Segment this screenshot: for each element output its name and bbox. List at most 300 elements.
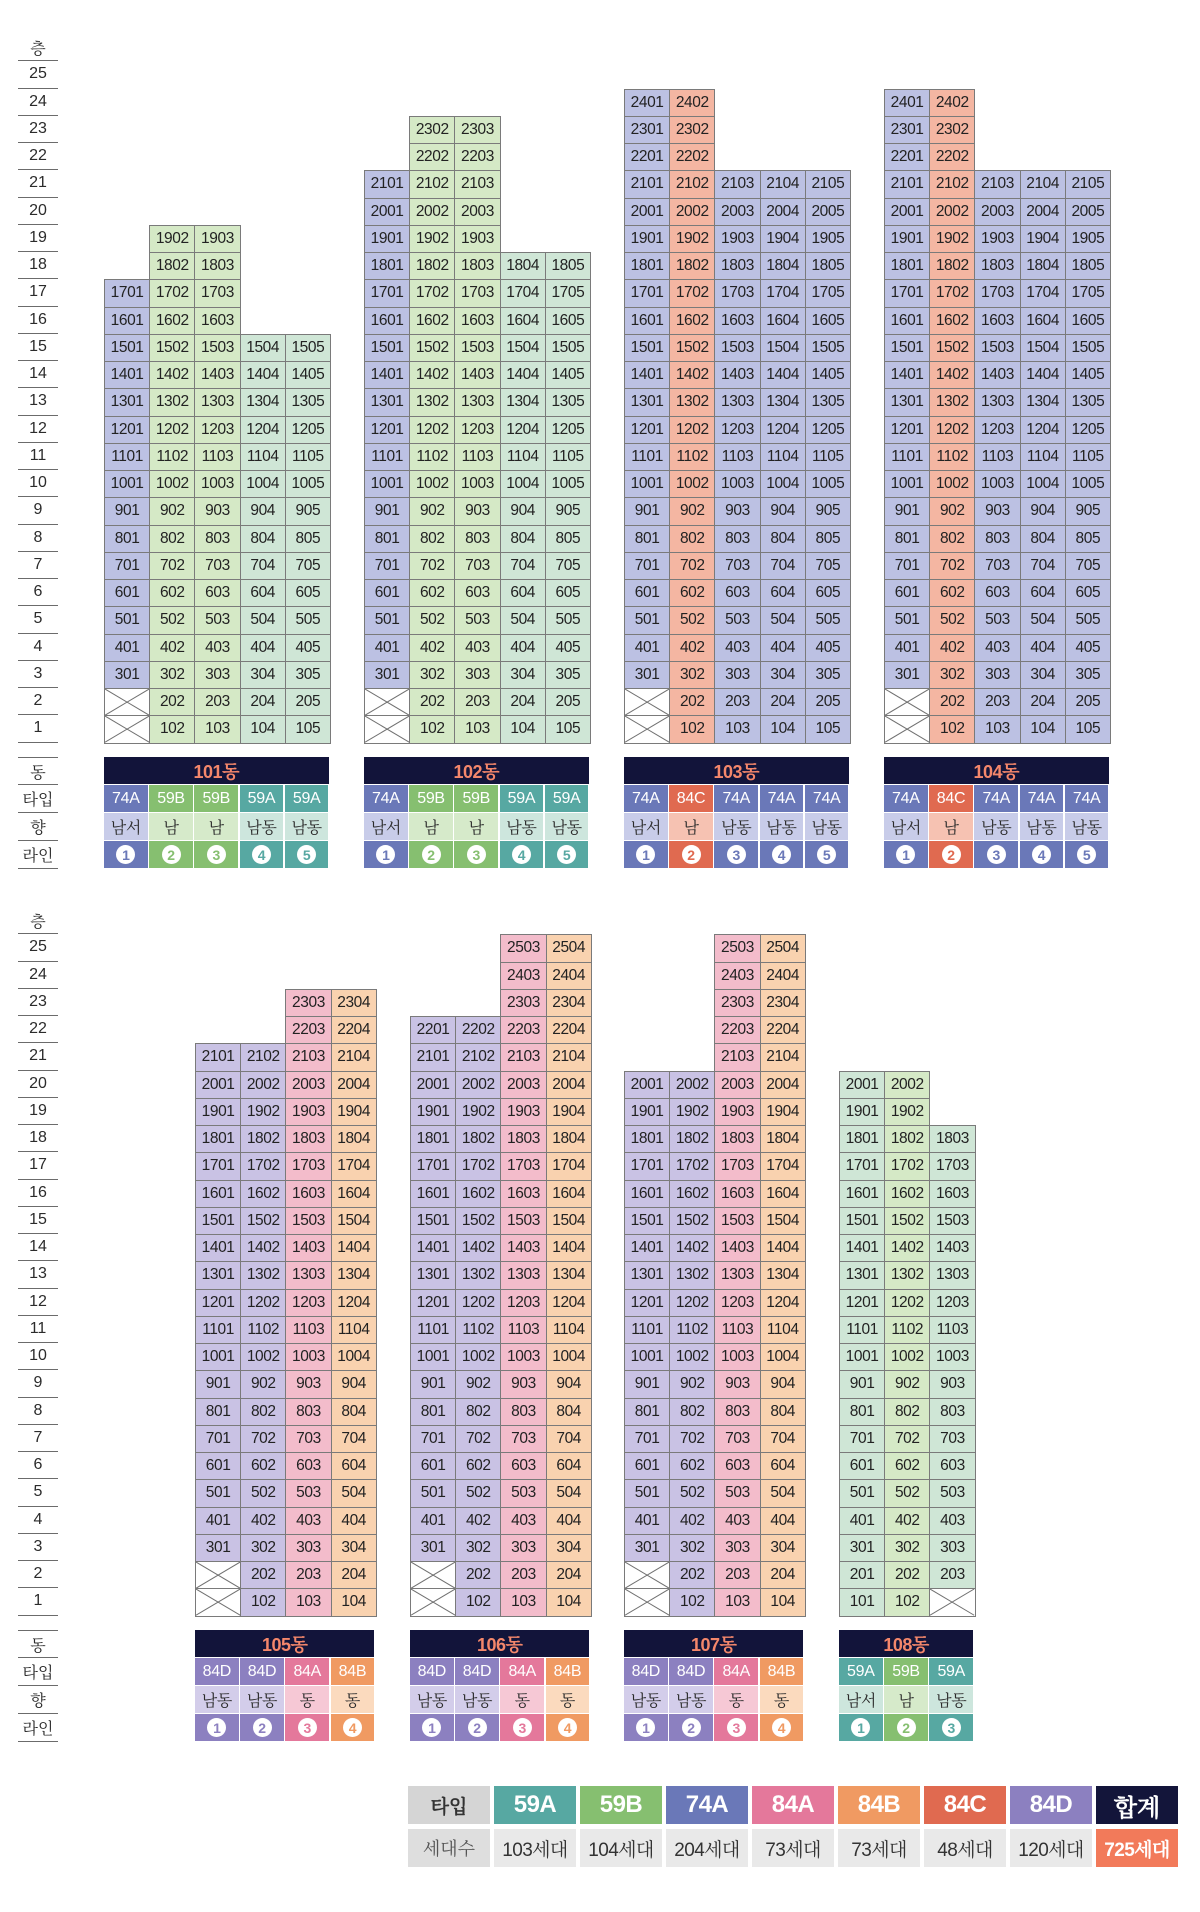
unit-cell: 2105: [805, 170, 851, 198]
legend-count-59a: 103세대: [494, 1829, 576, 1867]
cross-mark-icon: [930, 1589, 974, 1615]
unit-cell: 901: [839, 1370, 885, 1398]
unit-cell: 1901: [364, 225, 410, 253]
unit-cell: 1102: [149, 443, 195, 471]
direction-cell: 남동: [714, 813, 758, 840]
direction-cell: 남동: [929, 1686, 973, 1713]
unit-cell: 1404: [1020, 361, 1066, 389]
unit-cell: 603: [285, 1452, 331, 1480]
direction-cell: 남동: [455, 1686, 499, 1713]
unit-cell: 2103: [285, 1043, 331, 1071]
unit-cell: 705: [805, 552, 851, 580]
unit-cell: 602: [884, 1452, 930, 1480]
unit-cell: 1004: [331, 1343, 377, 1371]
unit-cell: 403: [285, 1507, 331, 1535]
unit-cell: 303: [194, 661, 240, 689]
unit-cell: 1104: [546, 1316, 592, 1344]
unit-cell: 1202: [669, 416, 715, 444]
direction-cell: 남: [454, 813, 498, 840]
unit-cell: 1201: [884, 416, 930, 444]
unit-cell: 901: [410, 1370, 456, 1398]
direction-cell: 동: [714, 1686, 758, 1713]
unit-cell: 2101: [410, 1043, 456, 1071]
line-number-cell: [546, 1714, 590, 1741]
unit-cell: 504: [760, 606, 806, 634]
unit-cell: 802: [409, 525, 455, 553]
unit-cell: 803: [285, 1398, 331, 1426]
unit-cell: 902: [455, 1370, 501, 1398]
unit-cell: 1504: [500, 334, 546, 362]
cross-mark-icon: [105, 689, 149, 715]
unit-cell: 1102: [669, 443, 715, 471]
unit-cell: 2005: [805, 198, 851, 226]
unit-cell: 704: [331, 1425, 377, 1453]
unit-cell: 1003: [714, 470, 760, 498]
unit-cell: 104: [546, 1588, 592, 1616]
unit-cell: 1902: [409, 225, 455, 253]
unit-cell: 204: [760, 688, 806, 716]
line-number-cell: [331, 1714, 375, 1741]
line-number-badge: 4: [343, 1718, 362, 1737]
unit-cell: 1204: [546, 1289, 592, 1317]
legend-count-74a: 204세대: [666, 1829, 748, 1867]
unit-cell: 1403: [500, 1234, 546, 1262]
unit-cell: 1103: [714, 1316, 760, 1344]
unit-cell: 402: [240, 1507, 286, 1535]
unit-cell: 1501: [410, 1207, 456, 1235]
unit-cell: 1203: [500, 1289, 546, 1317]
unit-cell: 204: [1020, 688, 1066, 716]
unit-type-cell: 84B: [331, 1658, 375, 1685]
unit-cell: 1801: [195, 1125, 241, 1153]
unit-cell: 1303: [194, 388, 240, 416]
unit-cell: 805: [285, 525, 331, 553]
unit-cell: 202: [240, 1561, 286, 1589]
direction-cell: 동: [500, 1686, 544, 1713]
unit-cell: 303: [285, 1534, 331, 1562]
unit-cell: 301: [624, 661, 670, 689]
unit-cell: 1501: [364, 334, 410, 362]
line-number-cell: [454, 841, 498, 868]
unit-cell: 202: [409, 688, 455, 716]
floor-label: 17: [18, 1152, 58, 1179]
unit-cell: 702: [929, 552, 975, 580]
unit-cell: 703: [714, 552, 760, 580]
floor-label: 10: [18, 1343, 58, 1370]
unit-cell: 904: [500, 497, 546, 525]
unit-cell: 2104: [331, 1043, 377, 1071]
unit-cell: 204: [240, 688, 286, 716]
unit-cell: 1603: [285, 1180, 331, 1208]
unit-cell: 1503: [714, 1207, 760, 1235]
floor-label: 12: [18, 1289, 58, 1316]
unit-cell: 805: [545, 525, 591, 553]
unit-cell: 1004: [760, 1343, 806, 1371]
unit-cell: 304: [1020, 661, 1066, 689]
unit-cell: 1003: [974, 470, 1020, 498]
unit-cell: 1803: [929, 1125, 975, 1153]
unit-cell: 2004: [760, 1071, 806, 1099]
unit-cell: 2001: [410, 1071, 456, 1099]
legend-type-84d: 84D: [1010, 1786, 1092, 1824]
unit-cell: 1702: [884, 1152, 930, 1180]
unit-cell: 1902: [929, 225, 975, 253]
unit-cell: 2001: [364, 198, 410, 226]
unit-cell: 1703: [714, 1152, 760, 1180]
unit-cell: 1404: [500, 361, 546, 389]
line-number-cell: [455, 1714, 499, 1741]
unit-cell: 1901: [624, 225, 670, 253]
unit-cell: 504: [1020, 606, 1066, 634]
line-number-badge: 3: [727, 845, 746, 864]
unit-cell: 2103: [974, 170, 1020, 198]
unit-cell: 1602: [669, 1180, 715, 1208]
unit-cell: 803: [714, 525, 760, 553]
unit-cell: 104: [240, 715, 286, 743]
unit-cell: 1301: [104, 388, 150, 416]
unit-cell: 1504: [1020, 334, 1066, 362]
unit-cell: 1602: [240, 1180, 286, 1208]
unit-cell: 1603: [974, 307, 1020, 335]
unit-cell: 1403: [454, 361, 500, 389]
unit-cell: 502: [240, 1479, 286, 1507]
unit-cell: 604: [546, 1452, 592, 1480]
unit-cell: 1301: [884, 388, 930, 416]
cross-mark-icon: [411, 1562, 455, 1588]
unit-cell: 2203: [285, 1016, 331, 1044]
unit-cell: 1802: [669, 1125, 715, 1153]
unit-cell: 901: [195, 1370, 241, 1398]
floor-label: 21: [18, 170, 58, 197]
unit-cell: 1101: [839, 1316, 885, 1344]
line-number-badge: 3: [987, 845, 1006, 864]
line-number-badge: 2: [422, 845, 441, 864]
unit-cell: 1504: [760, 334, 806, 362]
line-number-badge: 1: [636, 845, 655, 864]
unit-cell: 1901: [839, 1098, 885, 1126]
unit-cell: 104: [760, 1588, 806, 1616]
unit-cell: 905: [1065, 497, 1111, 525]
unit-cell: 704: [500, 552, 546, 580]
direction-cell: 남동: [805, 813, 849, 840]
unit-cell: 2104: [1020, 170, 1066, 198]
floor-label: 11: [18, 443, 58, 470]
unit-cell: 503: [714, 606, 760, 634]
unavailable-unit-cell: [624, 1588, 670, 1616]
unit-cell: 601: [839, 1452, 885, 1480]
unit-cell: 504: [546, 1479, 592, 1507]
unit-cell: 2001: [839, 1071, 885, 1099]
unit-cell: 203: [714, 688, 760, 716]
unit-cell: 804: [760, 525, 806, 553]
unit-type-cell: 59A: [500, 785, 544, 812]
unavailable-unit-cell: [364, 688, 410, 716]
unit-cell: 1402: [240, 1234, 286, 1262]
unit-cell: 205: [805, 688, 851, 716]
unit-cell: 1105: [285, 443, 331, 471]
unit-cell: 1903: [194, 225, 240, 253]
unit-cell: 1503: [285, 1207, 331, 1235]
unit-cell: 702: [669, 552, 715, 580]
unit-cell: 1203: [285, 1289, 331, 1317]
unit-cell: 1805: [1065, 252, 1111, 280]
unit-cell: 602: [929, 579, 975, 607]
unit-cell: 804: [760, 1398, 806, 1426]
cross-mark-icon: [625, 716, 669, 742]
unit-cell: 2402: [669, 89, 715, 117]
unit-cell: 1703: [285, 1152, 331, 1180]
unit-cell: 1104: [240, 443, 286, 471]
unit-cell: 1902: [455, 1098, 501, 1126]
unit-cell: 1202: [669, 1289, 715, 1317]
line-number-badge: 2: [942, 845, 961, 864]
unit-cell: 903: [454, 497, 500, 525]
unit-cell: 1203: [929, 1289, 975, 1317]
floor-label: 8: [18, 525, 58, 552]
unit-cell: 1403: [929, 1234, 975, 1262]
line-number-cell: [410, 1714, 454, 1741]
unit-cell: 1303: [285, 1261, 331, 1289]
unit-cell: 1502: [240, 1207, 286, 1235]
floor-label: 20: [18, 198, 58, 225]
unit-cell: 2204: [331, 1016, 377, 1044]
direction-cell: 남동: [285, 813, 329, 840]
unit-cell: 1401: [884, 361, 930, 389]
direction-cell: 남동: [1065, 813, 1109, 840]
direction-cell: 남동: [240, 1686, 284, 1713]
direction-cell: 남: [194, 813, 238, 840]
unit-cell: 605: [545, 579, 591, 607]
unit-cell: 304: [500, 661, 546, 689]
unit-cell: 1105: [805, 443, 851, 471]
unit-cell: 1603: [194, 307, 240, 335]
unit-cell: 2103: [714, 170, 760, 198]
unit-cell: 502: [455, 1479, 501, 1507]
unit-cell: 601: [104, 579, 150, 607]
unit-cell: 102: [929, 715, 975, 743]
unit-type-cell: 84A: [285, 1658, 329, 1685]
unit-cell: 405: [805, 634, 851, 662]
unit-cell: 1504: [546, 1207, 592, 1235]
line-number-cell: [104, 841, 148, 868]
unit-cell: 902: [929, 497, 975, 525]
unit-type-cell: 59A: [240, 785, 284, 812]
unit-cell: 803: [194, 525, 240, 553]
direction-cell: 남서: [884, 813, 928, 840]
unit-cell: 1804: [500, 252, 546, 280]
unit-cell: 1804: [331, 1125, 377, 1153]
unit-type-cell: 84D: [624, 1658, 668, 1685]
unit-cell: 2202: [409, 143, 455, 171]
unit-cell: 1104: [331, 1316, 377, 1344]
unit-cell: 403: [194, 634, 240, 662]
unit-cell: 1805: [805, 252, 851, 280]
unit-cell: 2304: [546, 989, 592, 1017]
unit-cell: 1202: [455, 1289, 501, 1317]
unit-cell: 303: [974, 661, 1020, 689]
unit-cell: 205: [545, 688, 591, 716]
unit-cell: 1701: [195, 1152, 241, 1180]
unit-cell: 901: [364, 497, 410, 525]
unit-cell: 1803: [285, 1125, 331, 1153]
unit-cell: 304: [546, 1534, 592, 1562]
unit-cell: 905: [285, 497, 331, 525]
unit-cell: 701: [624, 1425, 670, 1453]
unit-cell: 1101: [104, 443, 150, 471]
floor-label: 7: [18, 552, 58, 579]
cross-mark-icon: [196, 1562, 240, 1588]
floor-label: 9: [18, 497, 58, 524]
unit-cell: 903: [500, 1370, 546, 1398]
building-name-bar: 104동: [884, 757, 1109, 784]
unit-cell: 2201: [884, 143, 930, 171]
line-number-cell: [760, 1714, 804, 1741]
unit-cell: 704: [546, 1425, 592, 1453]
unit-cell: 1003: [454, 470, 500, 498]
floor-label: 2: [18, 1561, 58, 1588]
unit-cell: 403: [974, 634, 1020, 662]
unit-cell: 703: [194, 552, 240, 580]
unit-cell: 902: [409, 497, 455, 525]
unit-cell: 304: [240, 661, 286, 689]
unit-cell: 1304: [331, 1261, 377, 1289]
unit-cell: 305: [1065, 661, 1111, 689]
legend-count-84c: 48세대: [924, 1829, 1006, 1867]
unit-cell: 102: [409, 715, 455, 743]
unit-cell: 901: [624, 1370, 670, 1398]
unit-cell: 1605: [1065, 307, 1111, 335]
floor-label: 23: [18, 989, 58, 1016]
unit-cell: 302: [669, 661, 715, 689]
unit-cell: 1803: [714, 1125, 760, 1153]
unit-cell: 402: [669, 634, 715, 662]
floor-label: 24: [18, 89, 58, 116]
unit-cell: 603: [974, 579, 1020, 607]
unit-cell: 1802: [929, 252, 975, 280]
unit-cell: 1304: [760, 1261, 806, 1289]
unit-cell: 1101: [884, 443, 930, 471]
unit-cell: 1703: [974, 279, 1020, 307]
unit-cell: 403: [714, 634, 760, 662]
floor-label: 5: [18, 1479, 58, 1506]
unit-cell: 2104: [546, 1043, 592, 1071]
floor-label: 9: [18, 1370, 58, 1397]
unit-cell: 1303: [454, 388, 500, 416]
unit-cell: 302: [669, 1534, 715, 1562]
unit-cell: 1501: [624, 1207, 670, 1235]
unit-cell: 1503: [194, 334, 240, 362]
unit-cell: 1704: [546, 1152, 592, 1180]
unit-cell: 203: [929, 1561, 975, 1589]
cross-mark-icon: [365, 689, 409, 715]
unit-cell: 1802: [409, 252, 455, 280]
unit-cell: 1003: [500, 1343, 546, 1371]
unit-cell: 1402: [884, 1234, 930, 1262]
floor-label: 18: [18, 252, 58, 279]
unit-cell: 1203: [194, 416, 240, 444]
unit-cell: 1603: [929, 1180, 975, 1208]
floor-label: 20: [18, 1071, 58, 1098]
unit-cell: 1103: [285, 1316, 331, 1344]
unit-cell: 1001: [104, 470, 150, 498]
unit-cell: 901: [624, 497, 670, 525]
unit-cell: 1703: [500, 1152, 546, 1180]
unit-cell: 301: [839, 1534, 885, 1562]
unit-cell: 401: [104, 634, 150, 662]
unit-cell: 805: [1065, 525, 1111, 553]
unit-cell: 2304: [760, 989, 806, 1017]
unit-cell: 1402: [455, 1234, 501, 1262]
direction-cell: 남동: [195, 1686, 239, 1713]
unit-cell: 202: [669, 1561, 715, 1589]
unit-cell: 702: [884, 1425, 930, 1453]
unit-cell: 1502: [669, 334, 715, 362]
unit-cell: 1702: [929, 279, 975, 307]
unit-cell: 203: [500, 1561, 546, 1589]
unit-cell: 1802: [455, 1125, 501, 1153]
unit-cell: 1401: [624, 361, 670, 389]
unit-cell: 1602: [929, 307, 975, 335]
unit-cell: 2102: [409, 170, 455, 198]
unit-cell: 1505: [1065, 334, 1111, 362]
unit-cell: 1601: [624, 1180, 670, 1208]
unit-cell: 1801: [364, 252, 410, 280]
cross-mark-icon: [625, 1589, 669, 1615]
unit-cell: 2002: [240, 1071, 286, 1099]
floor-axis-header: 층: [18, 907, 58, 934]
unit-cell: 1604: [546, 1180, 592, 1208]
unit-cell: 802: [929, 525, 975, 553]
unit-cell: 604: [1020, 579, 1066, 607]
legend-count-header: 세대수: [408, 1829, 490, 1867]
unit-cell: 1005: [1065, 470, 1111, 498]
unit-cell: 503: [714, 1479, 760, 1507]
unit-type-cell: 59B: [149, 785, 193, 812]
unit-cell: 501: [410, 1479, 456, 1507]
unit-cell: 102: [669, 715, 715, 743]
line-number-cell: [285, 1714, 329, 1741]
unit-cell: 502: [149, 606, 195, 634]
unit-cell: 1503: [974, 334, 1020, 362]
floor-label: 16: [18, 1180, 58, 1207]
line-number-cell: [500, 1714, 544, 1741]
unit-cell: 1004: [240, 470, 286, 498]
floor-label: 13: [18, 388, 58, 415]
unit-cell: 1901: [624, 1098, 670, 1126]
unit-cell: 504: [500, 606, 546, 634]
cross-mark-icon: [885, 716, 929, 742]
unit-cell: 301: [624, 1534, 670, 1562]
unit-cell: 803: [500, 1398, 546, 1426]
unit-cell: 904: [1020, 497, 1066, 525]
unit-cell: 1301: [410, 1261, 456, 1289]
unit-cell: 501: [884, 606, 930, 634]
unit-cell: 1103: [454, 443, 500, 471]
direction-cell: 남동: [760, 813, 804, 840]
unit-cell: 1101: [364, 443, 410, 471]
direction-cell: 남: [149, 813, 193, 840]
unit-cell: 1901: [195, 1098, 241, 1126]
unit-cell: 2403: [500, 962, 546, 990]
direction-cell: 동: [760, 1686, 804, 1713]
unit-type-cell: 84D: [669, 1658, 713, 1685]
unit-cell: 2105: [1065, 170, 1111, 198]
unit-cell: 704: [760, 1425, 806, 1453]
unit-cell: 1703: [454, 279, 500, 307]
unit-cell: 2304: [331, 989, 377, 1017]
unit-cell: 1003: [285, 1343, 331, 1371]
unit-type-cell: 84A: [714, 1658, 758, 1685]
